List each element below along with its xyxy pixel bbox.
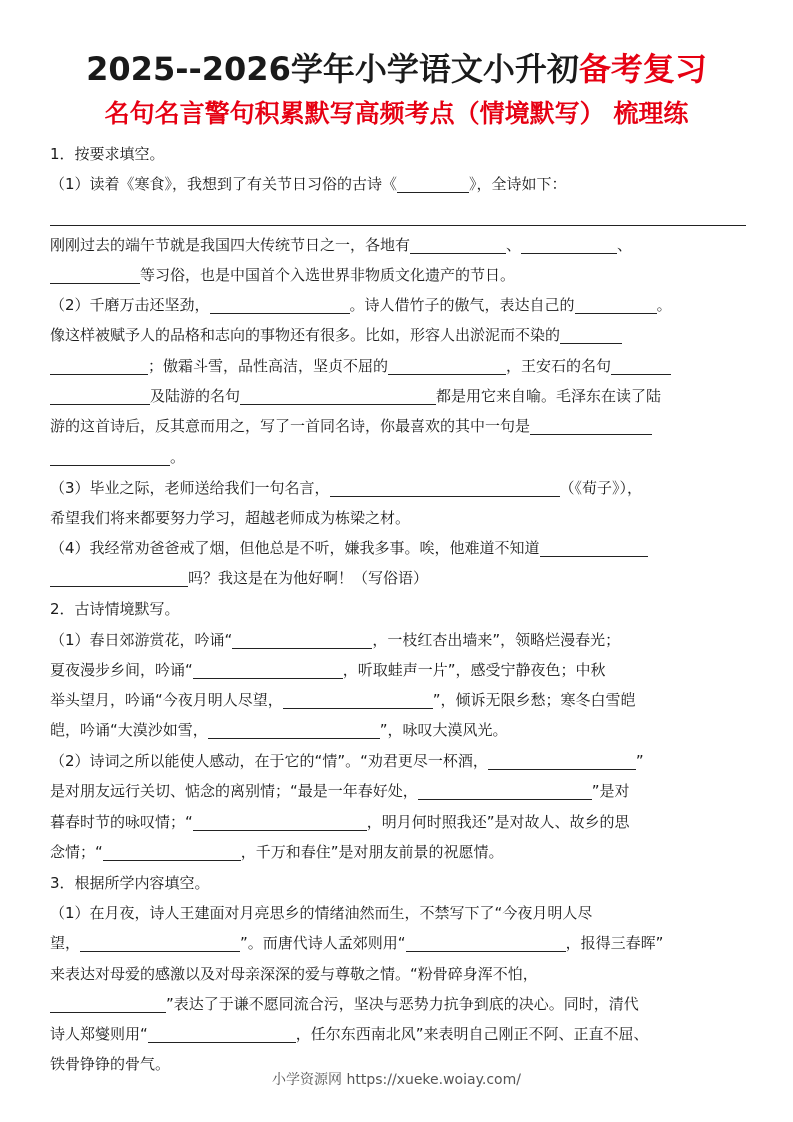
text-line: [50, 290, 672, 320]
text-line: [50, 959, 538, 989]
line-text: 望，: [50, 934, 81, 952]
line-text: ，报得三春晖”: [565, 934, 664, 952]
text-line: [50, 351, 671, 381]
answer-blank[interactable]: [560, 325, 622, 344]
text-line: [50, 503, 410, 533]
line-text: ”: [635, 752, 644, 770]
line-text: 诗人郑燮则用“: [50, 1025, 148, 1043]
line-text: 举头望月，吟诵“今夜月明人尽望，: [50, 691, 283, 709]
answer-blank[interactable]: [50, 447, 170, 466]
line-text: 2．古诗情境默写。: [50, 600, 180, 618]
line-text: 是对朋友远行关切、惦念的离别情；“最是一年春好处，: [50, 782, 418, 800]
line-text: ，王安石的名句: [506, 357, 612, 375]
text-line: [50, 807, 630, 837]
line-text: 。: [170, 448, 186, 466]
answer-blank[interactable]: [397, 174, 469, 193]
text-line: [50, 989, 639, 1019]
answer-blank[interactable]: [240, 386, 436, 405]
line-text: ，明月何时照我还”是对故人、故乡的思: [366, 813, 630, 831]
answer-blank[interactable]: [208, 720, 380, 739]
line-text: 3．根据所学内容填空。: [50, 874, 210, 892]
line-text: （1）在月夜，诗人王建面对月亮思乡的情绪油然而生，不禁写下了“今夜月明人尽: [50, 904, 593, 922]
line-text: （《荀子》），: [559, 479, 643, 497]
line-text: 暮春时节的咏叹情；“: [50, 813, 193, 831]
text-line: [50, 776, 630, 806]
answer-blank[interactable]: [193, 660, 343, 679]
line-text: （4）我经常劝爸爸戒了烟，但他总是不听，嫌我多事。唉，他难道不知道: [50, 539, 540, 557]
answer-blank[interactable]: [50, 994, 166, 1013]
answer-blank[interactable]: [330, 478, 560, 497]
answer-blank[interactable]: [521, 235, 617, 254]
answer-blank[interactable]: [530, 416, 652, 435]
line-text: （3）毕业之际，老师送给我们一句名言，: [50, 479, 330, 497]
line-text: 都是用它来自喻。毛泽东在读了陆: [436, 387, 662, 405]
line-text: ，一枝红杏出墙来”，领略烂漫春光；: [372, 631, 621, 649]
answer-blank[interactable]: [410, 235, 506, 254]
line-text: ，任尔东西南北风”来表明自己刚正不阿、正直不屈、: [295, 1025, 649, 1043]
line-text: ，千万和春住”是对朋友前景的祝愿情。: [240, 843, 504, 861]
answer-blank[interactable]: [50, 356, 148, 375]
line-text: 等习俗，也是中国首个入选世界非物质文化遗产的节日。: [140, 266, 516, 284]
text-line: [50, 411, 652, 441]
text-line: [50, 169, 567, 199]
answer-blank[interactable]: [210, 295, 350, 314]
answer-blank[interactable]: [611, 356, 671, 375]
text-line: [50, 746, 644, 776]
answer-blank[interactable]: [148, 1024, 296, 1043]
line-text: （1）读着《寒食》，我想到了有关节日习俗的古诗《: [50, 175, 398, 193]
text-line: [50, 685, 636, 715]
line-text: 、: [506, 236, 522, 254]
line-text: 来表达对母爱的感激以及对母亲深深的爱与尊敬之情。“粉骨碎身浑不怕，: [50, 965, 538, 983]
line-text: 皑，吟诵“大漠沙如雪，: [50, 721, 208, 739]
text-line: [50, 139, 165, 169]
answer-blank[interactable]: [388, 356, 506, 375]
answer-blank[interactable]: [50, 265, 140, 284]
line-text: ”。而唐代诗人孟郊则用“: [240, 934, 406, 952]
main-title-text: 2025--2026学年小学语文小升初: [86, 50, 579, 88]
line-text: 及陆游的名句: [150, 387, 241, 405]
line-text: ，听取蛙声一片”，感受宁静夜色；中秋: [342, 661, 606, 679]
line-text: ”，倾诉无限乡愁；寒冬白雪皑: [432, 691, 636, 709]
answer-blank[interactable]: [488, 751, 636, 770]
line-text: ；傲霜斗雪，品性高洁，坚贞不屈的: [148, 357, 389, 375]
subtitle: 名句名言警句积累默写高频考点（情境默写） 梳理练: [104, 99, 689, 128]
footer-watermark: 小学资源网 https://xueke.woiay.com/: [272, 1072, 521, 1088]
full-answer-line[interactable]: [50, 225, 746, 226]
text-line: [50, 594, 180, 624]
line-text: 。: [656, 296, 672, 314]
answer-blank[interactable]: [283, 690, 433, 709]
answer-blank[interactable]: [406, 933, 566, 952]
text-line: [50, 563, 428, 593]
line-text: （1）春日郊游赏花，吟诵“: [50, 631, 233, 649]
line-text: 。诗人借竹子的傲气，表达自己的: [349, 296, 575, 314]
line-text: 夏夜漫步乡间，吟诵“: [50, 661, 193, 679]
text-line: [50, 533, 648, 563]
line-text: 》，全诗如下：: [469, 175, 567, 193]
line-text: 希望我们将来都要努力学习，超越老师成为栋梁之材。: [50, 509, 411, 527]
text-line: [50, 473, 642, 503]
line-text: 念情；“: [50, 843, 103, 861]
text-line: [50, 1019, 649, 1049]
line-text: 刚刚过去的端午节就是我国四大传统节日之一，各地有: [50, 236, 411, 254]
main-title: [0, 44, 793, 90]
line-text: ”是对: [591, 782, 630, 800]
line-text: （2）诗词之所以能使人感动，在于它的“情”。“劝君更尽一杯酒，: [50, 752, 488, 770]
line-text: 1．按要求填空。: [50, 145, 165, 163]
text-line: [50, 715, 508, 745]
text-line: [50, 868, 210, 898]
text-line: [50, 320, 622, 350]
answer-blank[interactable]: [418, 781, 592, 800]
text-line: [50, 655, 606, 685]
text-line: [50, 260, 515, 290]
line-text: ”，咏叹大漠风光。: [379, 721, 508, 739]
answer-blank[interactable]: [103, 842, 241, 861]
main-title-highlight: 备考复习: [578, 50, 707, 88]
line-text: 铁骨铮铮的骨气。: [50, 1055, 171, 1073]
answer-blank[interactable]: [193, 812, 367, 831]
text-line: [50, 928, 663, 958]
answer-blank[interactable]: [80, 933, 240, 952]
line-text: （2）千磨万击还坚劲，: [50, 296, 210, 314]
answer-blank[interactable]: [50, 386, 150, 405]
answer-blank[interactable]: [575, 295, 657, 314]
text-line: [50, 381, 661, 411]
text-line: [50, 898, 592, 928]
answer-blank[interactable]: [50, 568, 188, 587]
text-line: [50, 625, 620, 655]
text-line: [50, 230, 632, 260]
answer-blank[interactable]: [540, 538, 648, 557]
line-text: 、: [617, 236, 633, 254]
line-text: ”表达了于谦不愿同流合污，坚决与恶势力抗争到底的决心。同时，清代: [166, 995, 639, 1013]
text-line: [50, 442, 185, 472]
line-text: 像这样被赋予人的品格和志向的事物还有很多。比如，形容人出淤泥而不染的: [50, 326, 561, 344]
answer-blank[interactable]: [232, 630, 372, 649]
line-text: 游的这首诗后，反其意而用之，写了一首同名诗，你最喜欢的其中一句是: [50, 417, 531, 435]
text-line: [50, 837, 504, 867]
line-text: 吗？我这是在为他好啊！（写俗语）: [188, 569, 429, 587]
